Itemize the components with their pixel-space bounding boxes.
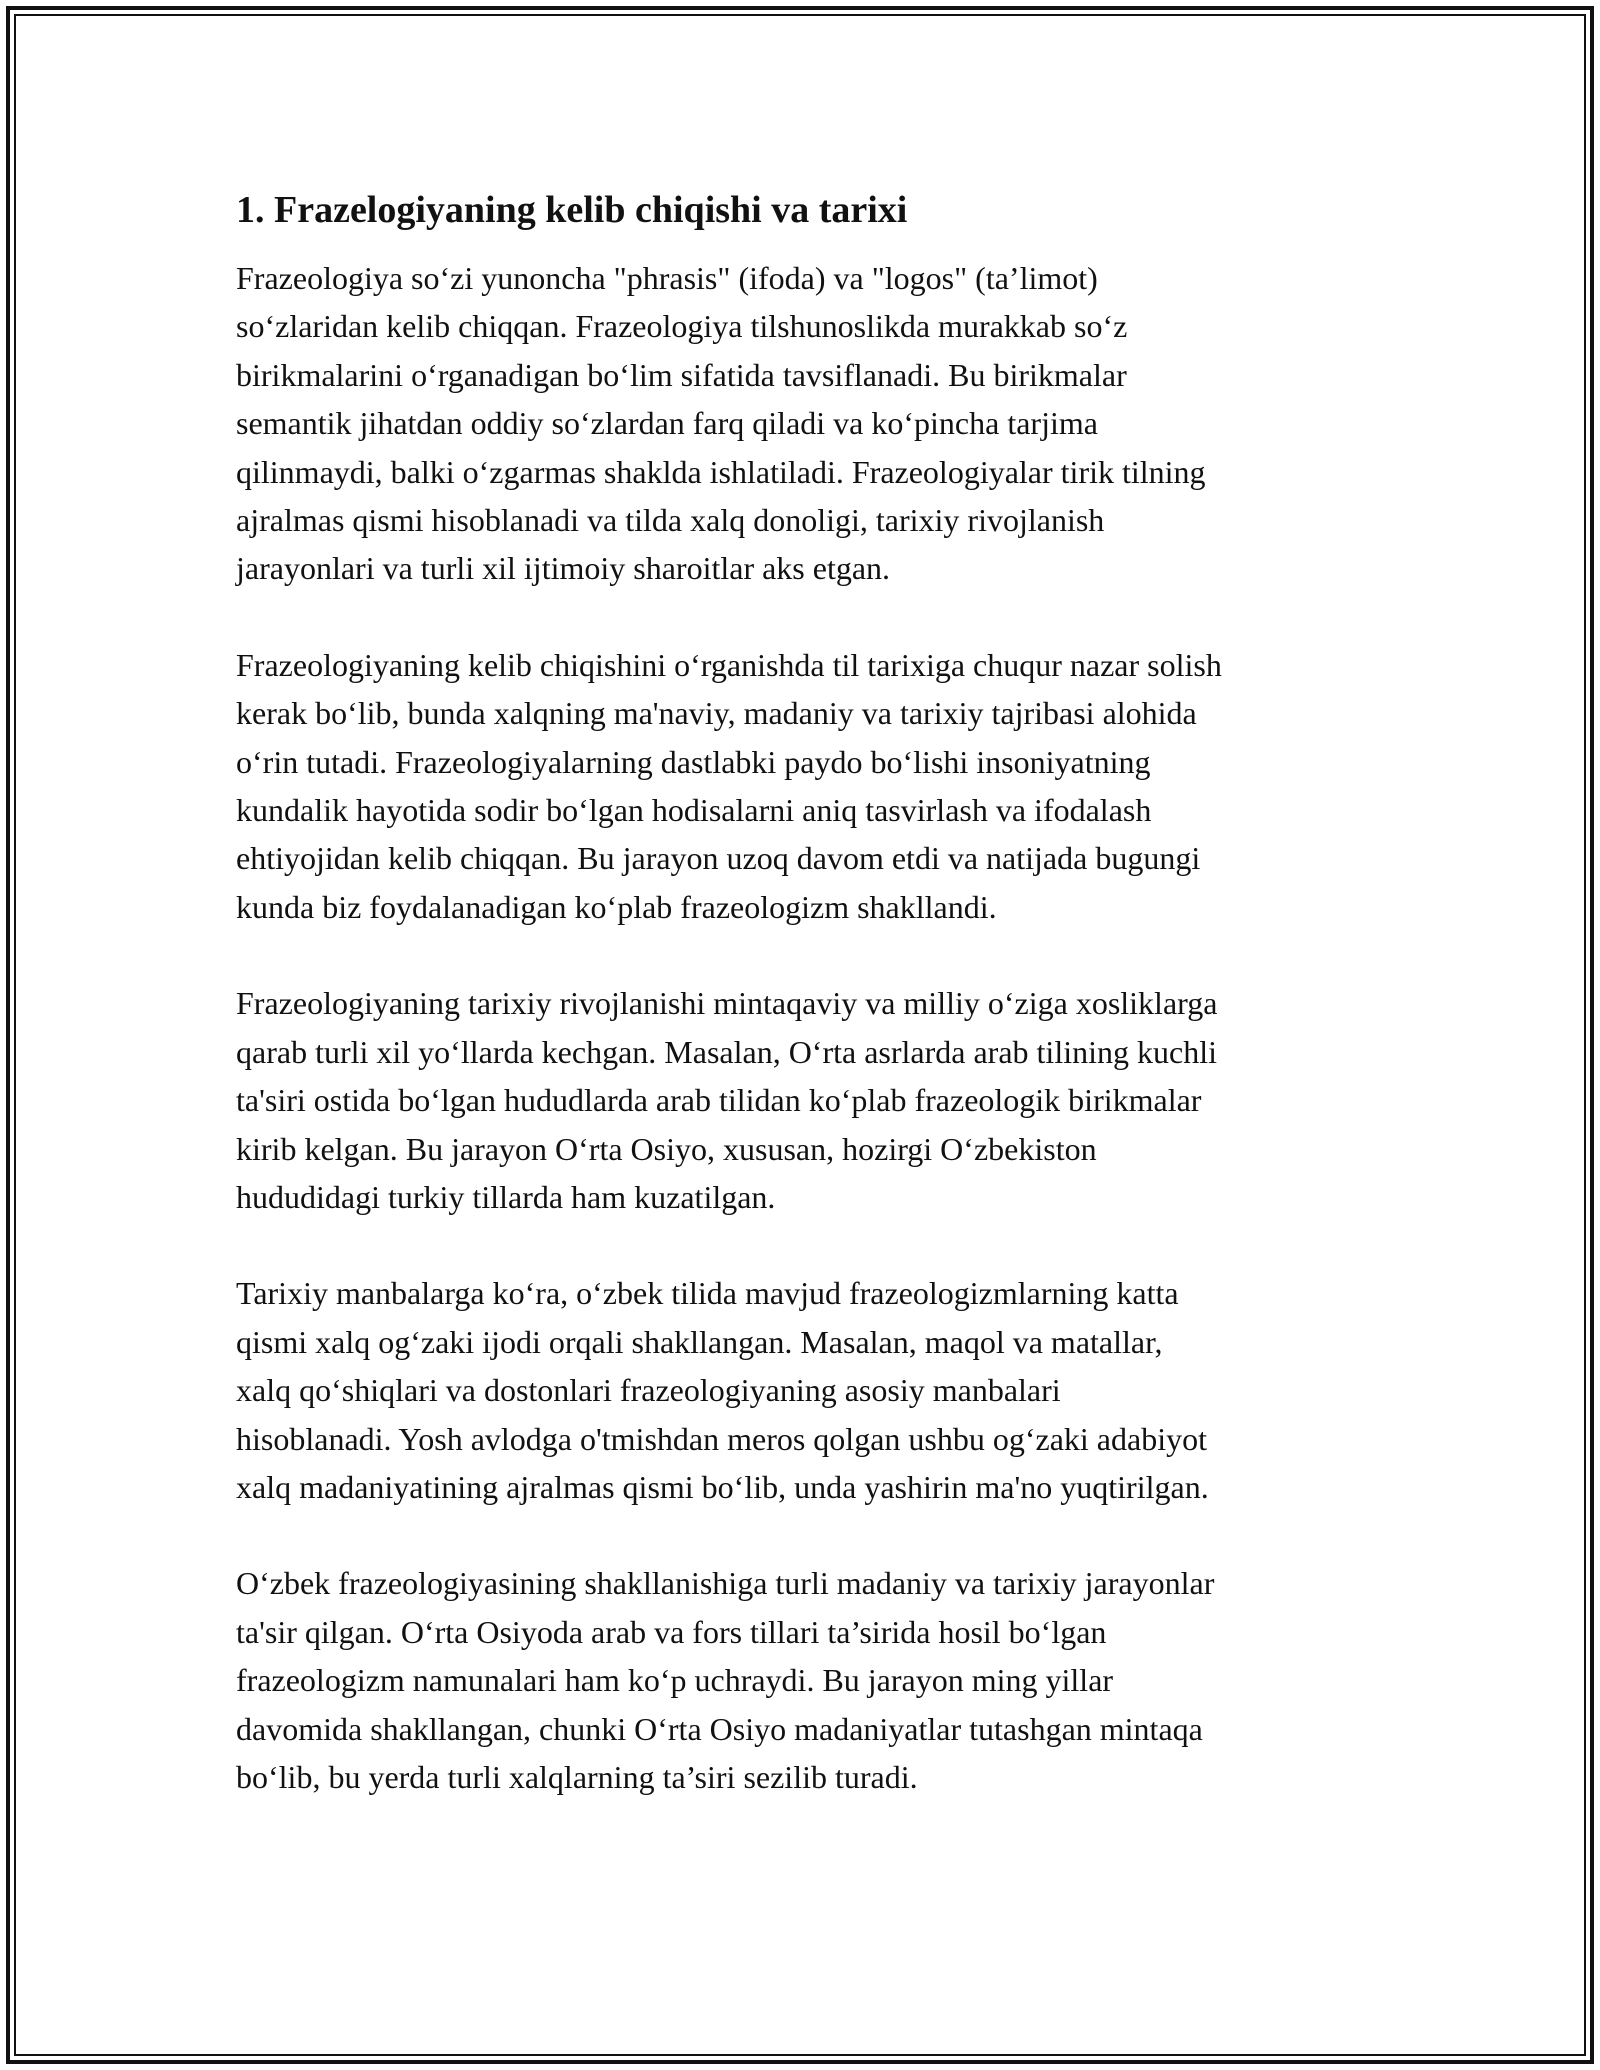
paragraph-line: jarayonlari va turli xil ijtimoiy sharoitlar aks etgan. [236, 550, 891, 587]
document-body [236, 186, 1386, 1849]
paragraph-line: xalq qo‘shiqlari va dostonlari frazeologiyaning asosiy manbalari [236, 1372, 1061, 1409]
paragraph-line: davomida shakllangan, chunki O‘rta Osiyo madaniyatlar tutashgan mintaqa [236, 1710, 1203, 1747]
paragraph [236, 979, 1386, 1221]
paragraph-line: hududidagi turkiy tillarda ham kuzatilgan. [236, 1178, 776, 1215]
paragraph-line: qilinmaydi, balki o‘zgarmas shaklda ishlatiladi. Frazeologiyalar tirik tilning [236, 453, 1206, 490]
paragraph-line: Tarixiy manbalarga ko‘ra, o‘zbek tilida mavjud frazeologizmlarning katta [236, 1275, 1179, 1312]
paragraph-line: xalq madaniyatining ajralmas qismi bo‘lib, unda yashirin ma'no yuqtirilgan. [236, 1468, 1209, 1505]
paragraph-line: bo‘lib, bu yerda turli xalqlarning ta’siri sezilib turadi. [236, 1758, 918, 1795]
section-heading: 1. Frazelogiyaning kelib chiqishi va tarixi [236, 189, 908, 231]
paragraph-line: hisoblanadi. Yosh avlodga o'tmishdan meros qolgan ushbu og‘zaki adabiyot [236, 1420, 1207, 1457]
paragraph-line: Frazeologiyaning tarixiy rivojlanishi mintaqaviy va milliy o‘ziga xosliklarga [236, 985, 1218, 1022]
paragraph [236, 1559, 1386, 1801]
paragraph-line: kundalik hayotida sodir bo‘lgan hodisalarni aniq tasvirlash va ifodalash [236, 792, 1152, 829]
paragraph-line: Frazeologiyaning kelib chiqishini o‘rganishda til tarixiga chuqur nazar solish [236, 646, 1222, 683]
paragraph [236, 641, 1386, 931]
paragraph-line: Frazeologiya so‘zi yunoncha "phrasis" (ifoda) va "logos" (ta’limot) [236, 260, 1098, 296]
paragraph-line: birikmalarini o‘rganadigan bo‘lim sifatida tavsiflanadi. Bu birikmalar [236, 356, 1127, 393]
paragraph-line: O‘zbek frazeologiyasining shakllanishiga turli madaniy va tarixiy jarayonlar [236, 1565, 1215, 1602]
paragraph-line: ta'sir qilgan. O‘rta Osiyoda arab va fors tillari ta’sirida hosil bo‘lgan [236, 1613, 1107, 1650]
paragraph-line: ta'siri ostida bo‘lgan hududlarda arab tilidan ko‘plab frazeologik birikmalar [236, 1082, 1202, 1119]
paragraph-line: ehtiyojidan kelib chiqqan. Bu jarayon uzoq davom etdi va natijada bugungi [236, 840, 1201, 877]
paragraph [236, 254, 1386, 593]
paragraph-line: frazeologizm namunalari ham ko‘p uchraydi. Bu jarayon ming yillar [236, 1662, 1114, 1699]
paragraph-list [236, 254, 1386, 1801]
paragraph-line: kerak bo‘lib, bunda xalqning ma'naviy, madaniy va tarixiy tajribasi alohida [236, 695, 1197, 732]
paragraph-line: ajralmas qismi hisoblanadi va tilda xalq donoligi, tarixiy rivojlanish [236, 502, 1105, 539]
paragraph-line: o‘rin tutadi. Frazeologiyalarning dastlabki paydo bo‘lishi insoniyatning [236, 743, 1151, 780]
paragraph [236, 1269, 1386, 1511]
paragraph-line: so‘zlaridan kelib chiqqan. Frazeologiya tilshunoslikda murakkab so‘z [236, 308, 1128, 345]
paragraph-line: semantik jihatdan oddiy so‘zlardan farq qiladi va ko‘pincha tarjima [236, 405, 1098, 442]
paragraph-line: kunda biz foydalanadigan ko‘plab frazeologizm shakllandi. [236, 888, 997, 925]
paragraph-line: qismi xalq og‘zaki ijodi orqali shakllangan. Masalan, maqol va matallar, [236, 1323, 1163, 1360]
paragraph-line: kirib kelgan. Bu jarayon O‘rta Osiyo, xususan, hozirgi O‘zbekiston [236, 1130, 1097, 1167]
paragraph-line: qarab turli xil yo‘llarda kechgan. Masalan, O‘rta asrlarda arab tilining kuchli [236, 1033, 1217, 1070]
